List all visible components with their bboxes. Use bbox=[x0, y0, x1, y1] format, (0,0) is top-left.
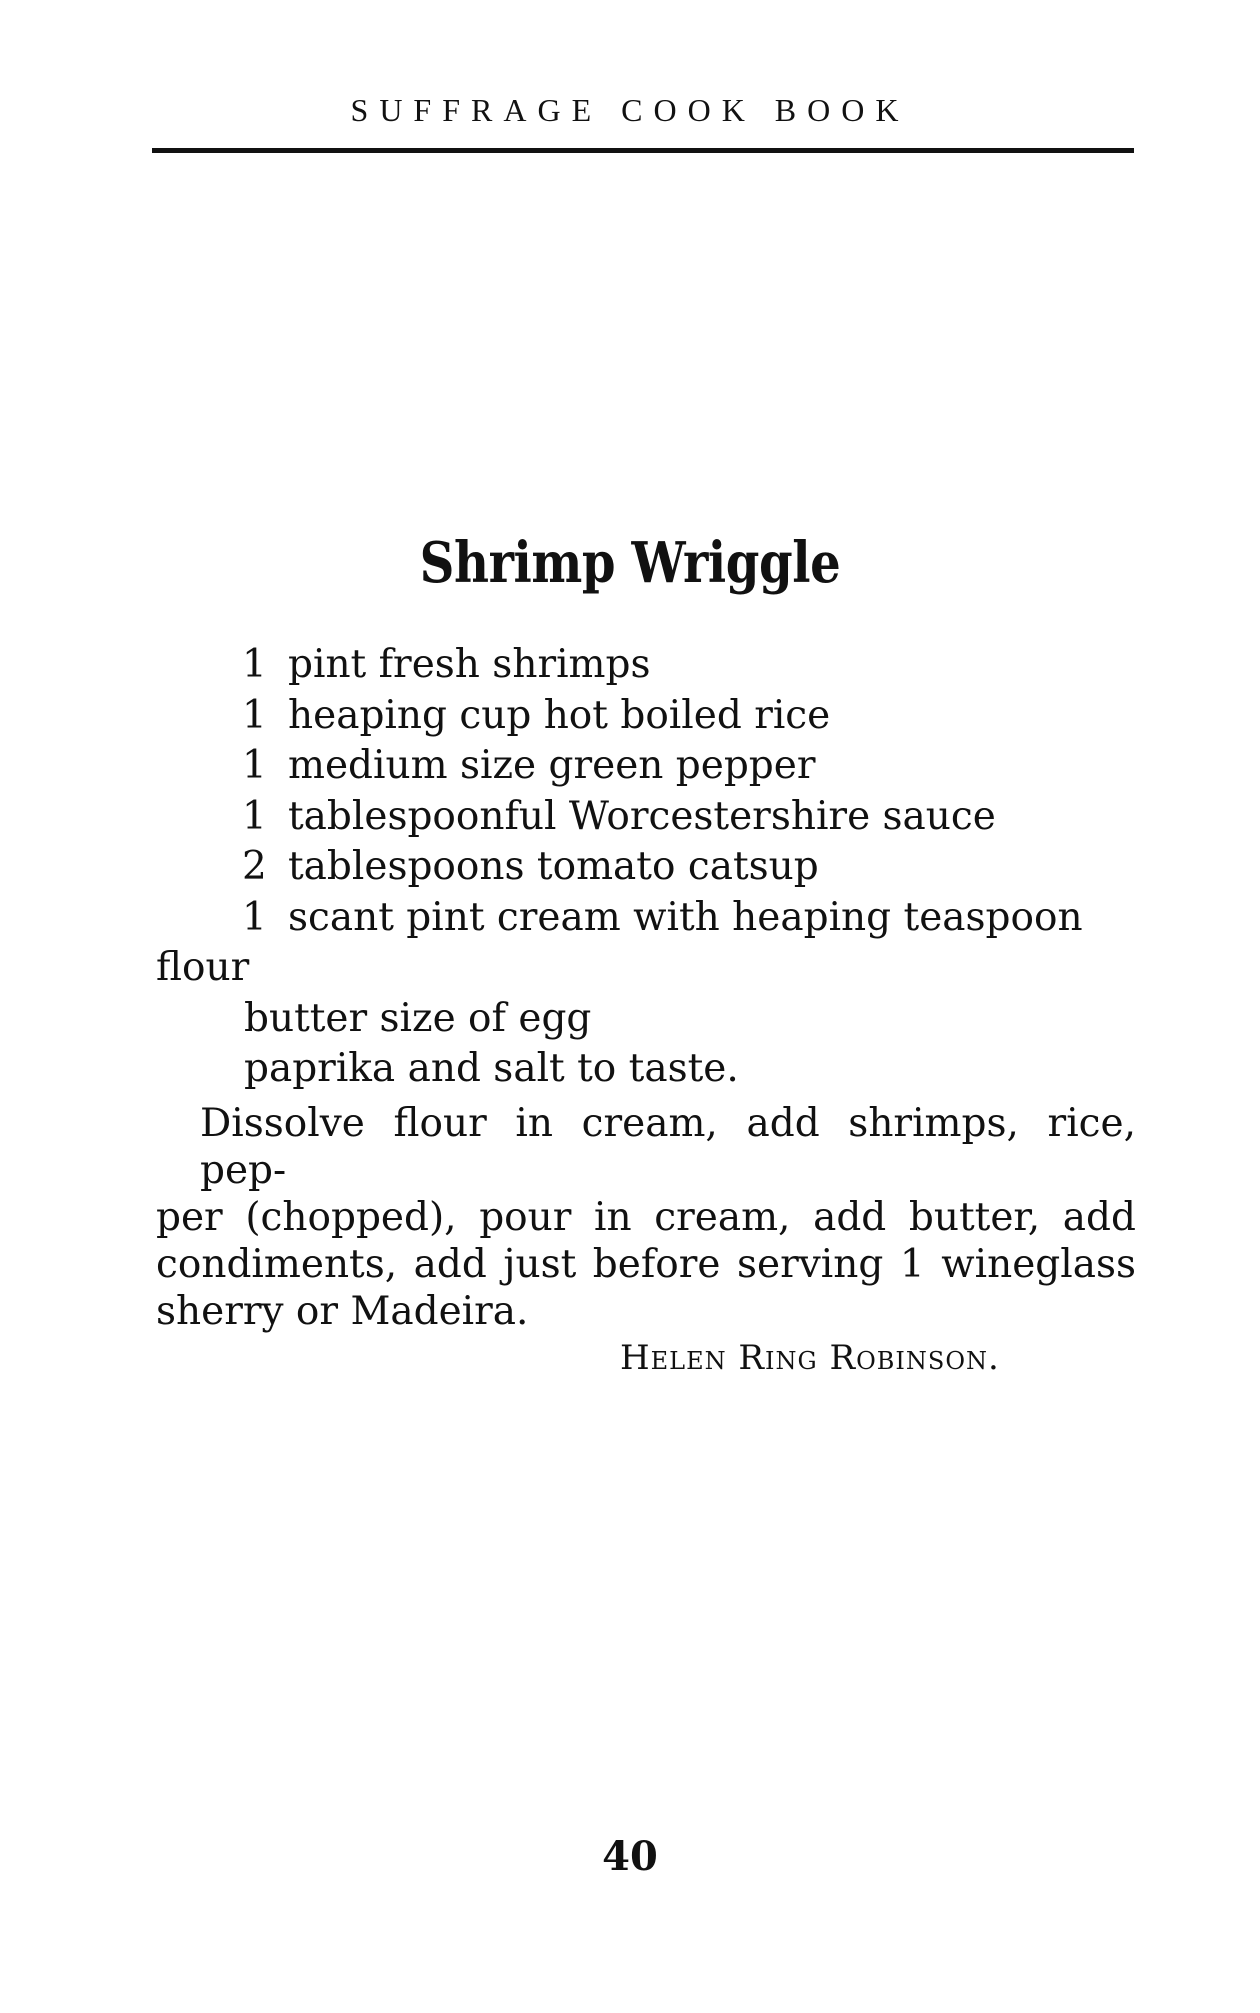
ingredient-extra: paprika and salt to taste. bbox=[244, 1046, 739, 1091]
ingredient-text: medium size green pepper bbox=[288, 743, 816, 788]
ingredient-line bbox=[156, 893, 1136, 944]
page-number: 40 bbox=[602, 1833, 658, 1880]
ingredient-quantity: 1 bbox=[242, 642, 267, 687]
ingredient-extra: butter size of egg bbox=[244, 995, 592, 1041]
ingredient-quantity: 2 bbox=[242, 844, 267, 889]
ingredient-quantity: 1 bbox=[242, 743, 267, 788]
ingredient-line bbox=[156, 842, 1136, 893]
ingredient-text: tablespoons tomato catsup bbox=[288, 844, 819, 889]
ingredient-line bbox=[156, 691, 1136, 742]
method-line: Dissolve flour in cream, add shrimps, rice, pep- bbox=[200, 1101, 1136, 1193]
recipe-title: Shrimp Wriggle bbox=[419, 530, 841, 596]
ingredient-text: heaping cup hot boiled rice bbox=[288, 692, 831, 738]
recipe-author: Helen Ring Robinson. bbox=[620, 1338, 1000, 1378]
ingredient-quantity: 1 bbox=[242, 793, 267, 839]
ingredient-quantity: 1 bbox=[242, 894, 267, 940]
ingredient-list bbox=[156, 640, 1136, 1095]
method-paragraph bbox=[156, 1100, 1136, 1335]
ingredient-continuation: flour bbox=[156, 945, 250, 990]
ingredient-line bbox=[156, 792, 1136, 843]
method-line: condiments, add just before serving 1 wineglass bbox=[156, 1242, 1136, 1287]
ingredient-line bbox=[156, 640, 1136, 691]
ingredient-text: scant pint cream with heaping teaspoon bbox=[288, 894, 1083, 940]
ingredient-line bbox=[156, 741, 1136, 792]
ingredient-text: pint fresh shrimps bbox=[288, 642, 651, 687]
method-line: sherry or Madeira. bbox=[156, 1289, 529, 1334]
ingredient-quantity: 1 bbox=[242, 692, 267, 738]
ingredient-text: tablespoonful Worcestershire sauce bbox=[288, 793, 996, 839]
header-rule bbox=[152, 148, 1134, 153]
method-line: per (chopped), pour in cream, add butter, add bbox=[156, 1195, 1136, 1240]
running-head: SUFFRAGE COOK BOOK bbox=[350, 92, 910, 128]
